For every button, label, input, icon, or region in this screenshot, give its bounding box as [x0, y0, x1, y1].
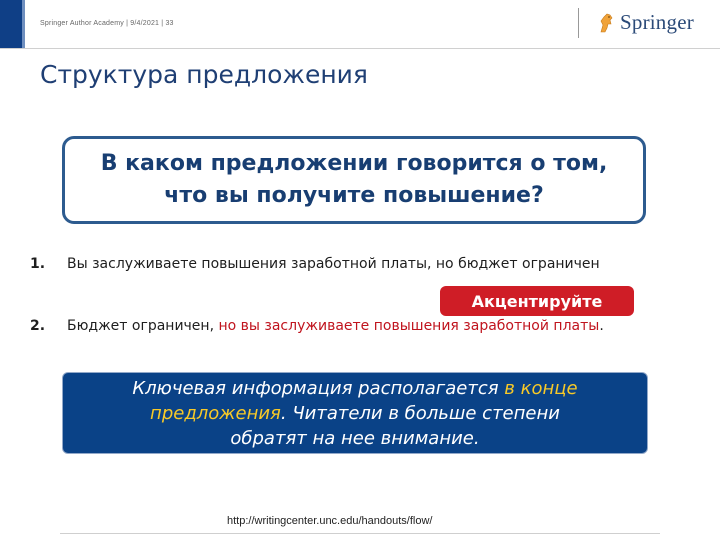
info-line-2 — [63, 401, 647, 426]
item-1-number: 1. — [30, 256, 46, 272]
header-divider — [0, 48, 720, 49]
page-title: Структура предложения — [40, 60, 368, 89]
item-2-text — [67, 318, 604, 334]
item-2-number: 2. — [30, 318, 46, 334]
info-line-1 — [63, 376, 647, 401]
left-accent-bar — [0, 0, 22, 48]
info-line-1-highlight: в конце — [504, 377, 578, 399]
info-line-2-highlight: предложения — [150, 402, 281, 424]
info-line-1-text: Ключевая информация располагается — [132, 377, 505, 399]
question-line-1: В каком предложении говорится о том, — [100, 151, 608, 176]
question-line-2: что вы получите повышение? — [164, 183, 544, 208]
springer-horse-icon — [598, 12, 616, 34]
footer-url[interactable]: http://writingcenter.unc.edu/handouts/flow/ — [227, 515, 433, 527]
springer-logo — [598, 10, 694, 35]
question-box — [62, 136, 646, 224]
left-accent-bar-thin — [22, 0, 25, 48]
info-box — [62, 372, 648, 454]
info-line-3: обратят на нее внимание. — [230, 427, 480, 449]
footer-divider — [60, 533, 660, 534]
item-1-text: Вы заслуживаете повышения заработной платы, но бюджет ограничен — [67, 256, 600, 272]
info-line-2-text: . Читатели в больше степени — [280, 402, 560, 424]
item-2-part-1: Бюджет ограничен, — [67, 318, 219, 334]
header-meta: Springer Author Academy | 9/4/2021 | 33 — [40, 20, 174, 27]
item-2-part-3: . — [599, 318, 604, 334]
accent-button[interactable]: Акцентируйте — [440, 286, 634, 316]
item-2-emphasis: но вы заслуживаете повышения заработной платы — [218, 318, 600, 334]
logo-divider — [578, 8, 579, 38]
logo-text: Springer — [620, 10, 694, 34]
